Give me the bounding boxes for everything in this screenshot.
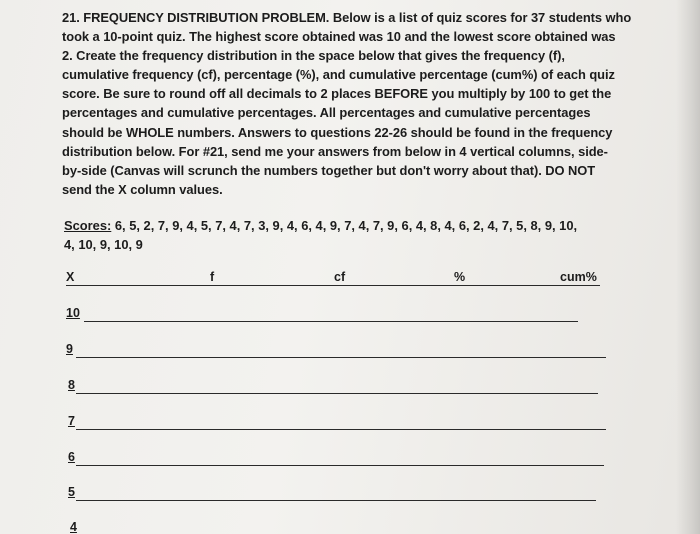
instruction-line: percentages and cumulative percentages. All percentages and cumulative percentages [62, 105, 591, 121]
header-cum-percent: cum% [560, 270, 597, 284]
instruction-line: cumulative frequency (cf), percentage (%), and cumulative percentage (cum%) of each quiz [62, 67, 615, 83]
x-value: 7 [68, 414, 75, 428]
scores-values-2: 4, 10, 9, 10, 9 [64, 237, 143, 252]
instruction-line: distribution below. For #21, send me your answers from below in 4 vertical columns, side- [62, 143, 608, 159]
table-header [66, 270, 600, 288]
table-row [68, 414, 606, 432]
scores-label: Scores: [64, 218, 112, 233]
header-f: f [210, 270, 215, 284]
header-percent: % [454, 270, 466, 284]
instruction-line: took a 10-point quiz. The highest score obtained was 10 and the lowest score obtained was [62, 29, 616, 45]
answer-line [76, 465, 604, 466]
table-row [68, 450, 604, 468]
instruction-line: should be WHOLE numbers. Answers to questions 22-26 should be found in the frequency [62, 124, 613, 140]
instruction-line: 21. FREQUENCY DISTRIBUTION PROBLEM. Below is a list of quiz scores for 37 students who [62, 10, 632, 25]
header-x: X [66, 270, 75, 284]
scores-values-1: 6, 5, 2, 7, 9, 4, 5, 7, 4, 7, 3, 9, 4, 6, 4, 9, 7, 4, 7, 9, 6, 4, 8, 4, 6, 2, 4, 7, 5, 8, 9, 10, [111, 218, 578, 233]
x-value: 8 [68, 378, 75, 392]
header-cf: cf [334, 270, 346, 284]
instruction-line: score. Be sure to round off all decimals to 2 places BEFORE you multiply by 100 to get the [62, 86, 612, 102]
header-rule [66, 285, 600, 286]
table-row [68, 378, 598, 396]
answer-line [76, 393, 598, 394]
x-value: 6 [68, 450, 75, 464]
x-value: 9 [66, 342, 73, 356]
page-shadow [676, 0, 700, 534]
x-value: 4 [70, 520, 77, 534]
table-row [68, 485, 596, 503]
table-row [66, 342, 606, 360]
answer-line [84, 321, 578, 322]
answer-line [76, 357, 606, 358]
answer-line [76, 429, 606, 430]
scores-list [64, 216, 644, 254]
table-row [70, 520, 110, 534]
table-row [66, 306, 578, 324]
scores-line-1 [64, 216, 644, 235]
instruction-line: send the X column values. [62, 181, 223, 197]
answer-line [76, 500, 596, 501]
x-value: 10 [66, 306, 80, 320]
instruction-line: 2. Create the frequency distribution in the space below that gives the frequency (f), [62, 48, 565, 64]
instruction-line: by-side (Canvas will scrunch the numbers together but don't worry about that). DO NOT [62, 162, 596, 178]
x-value: 5 [68, 485, 75, 499]
problem-instructions [62, 8, 642, 199]
